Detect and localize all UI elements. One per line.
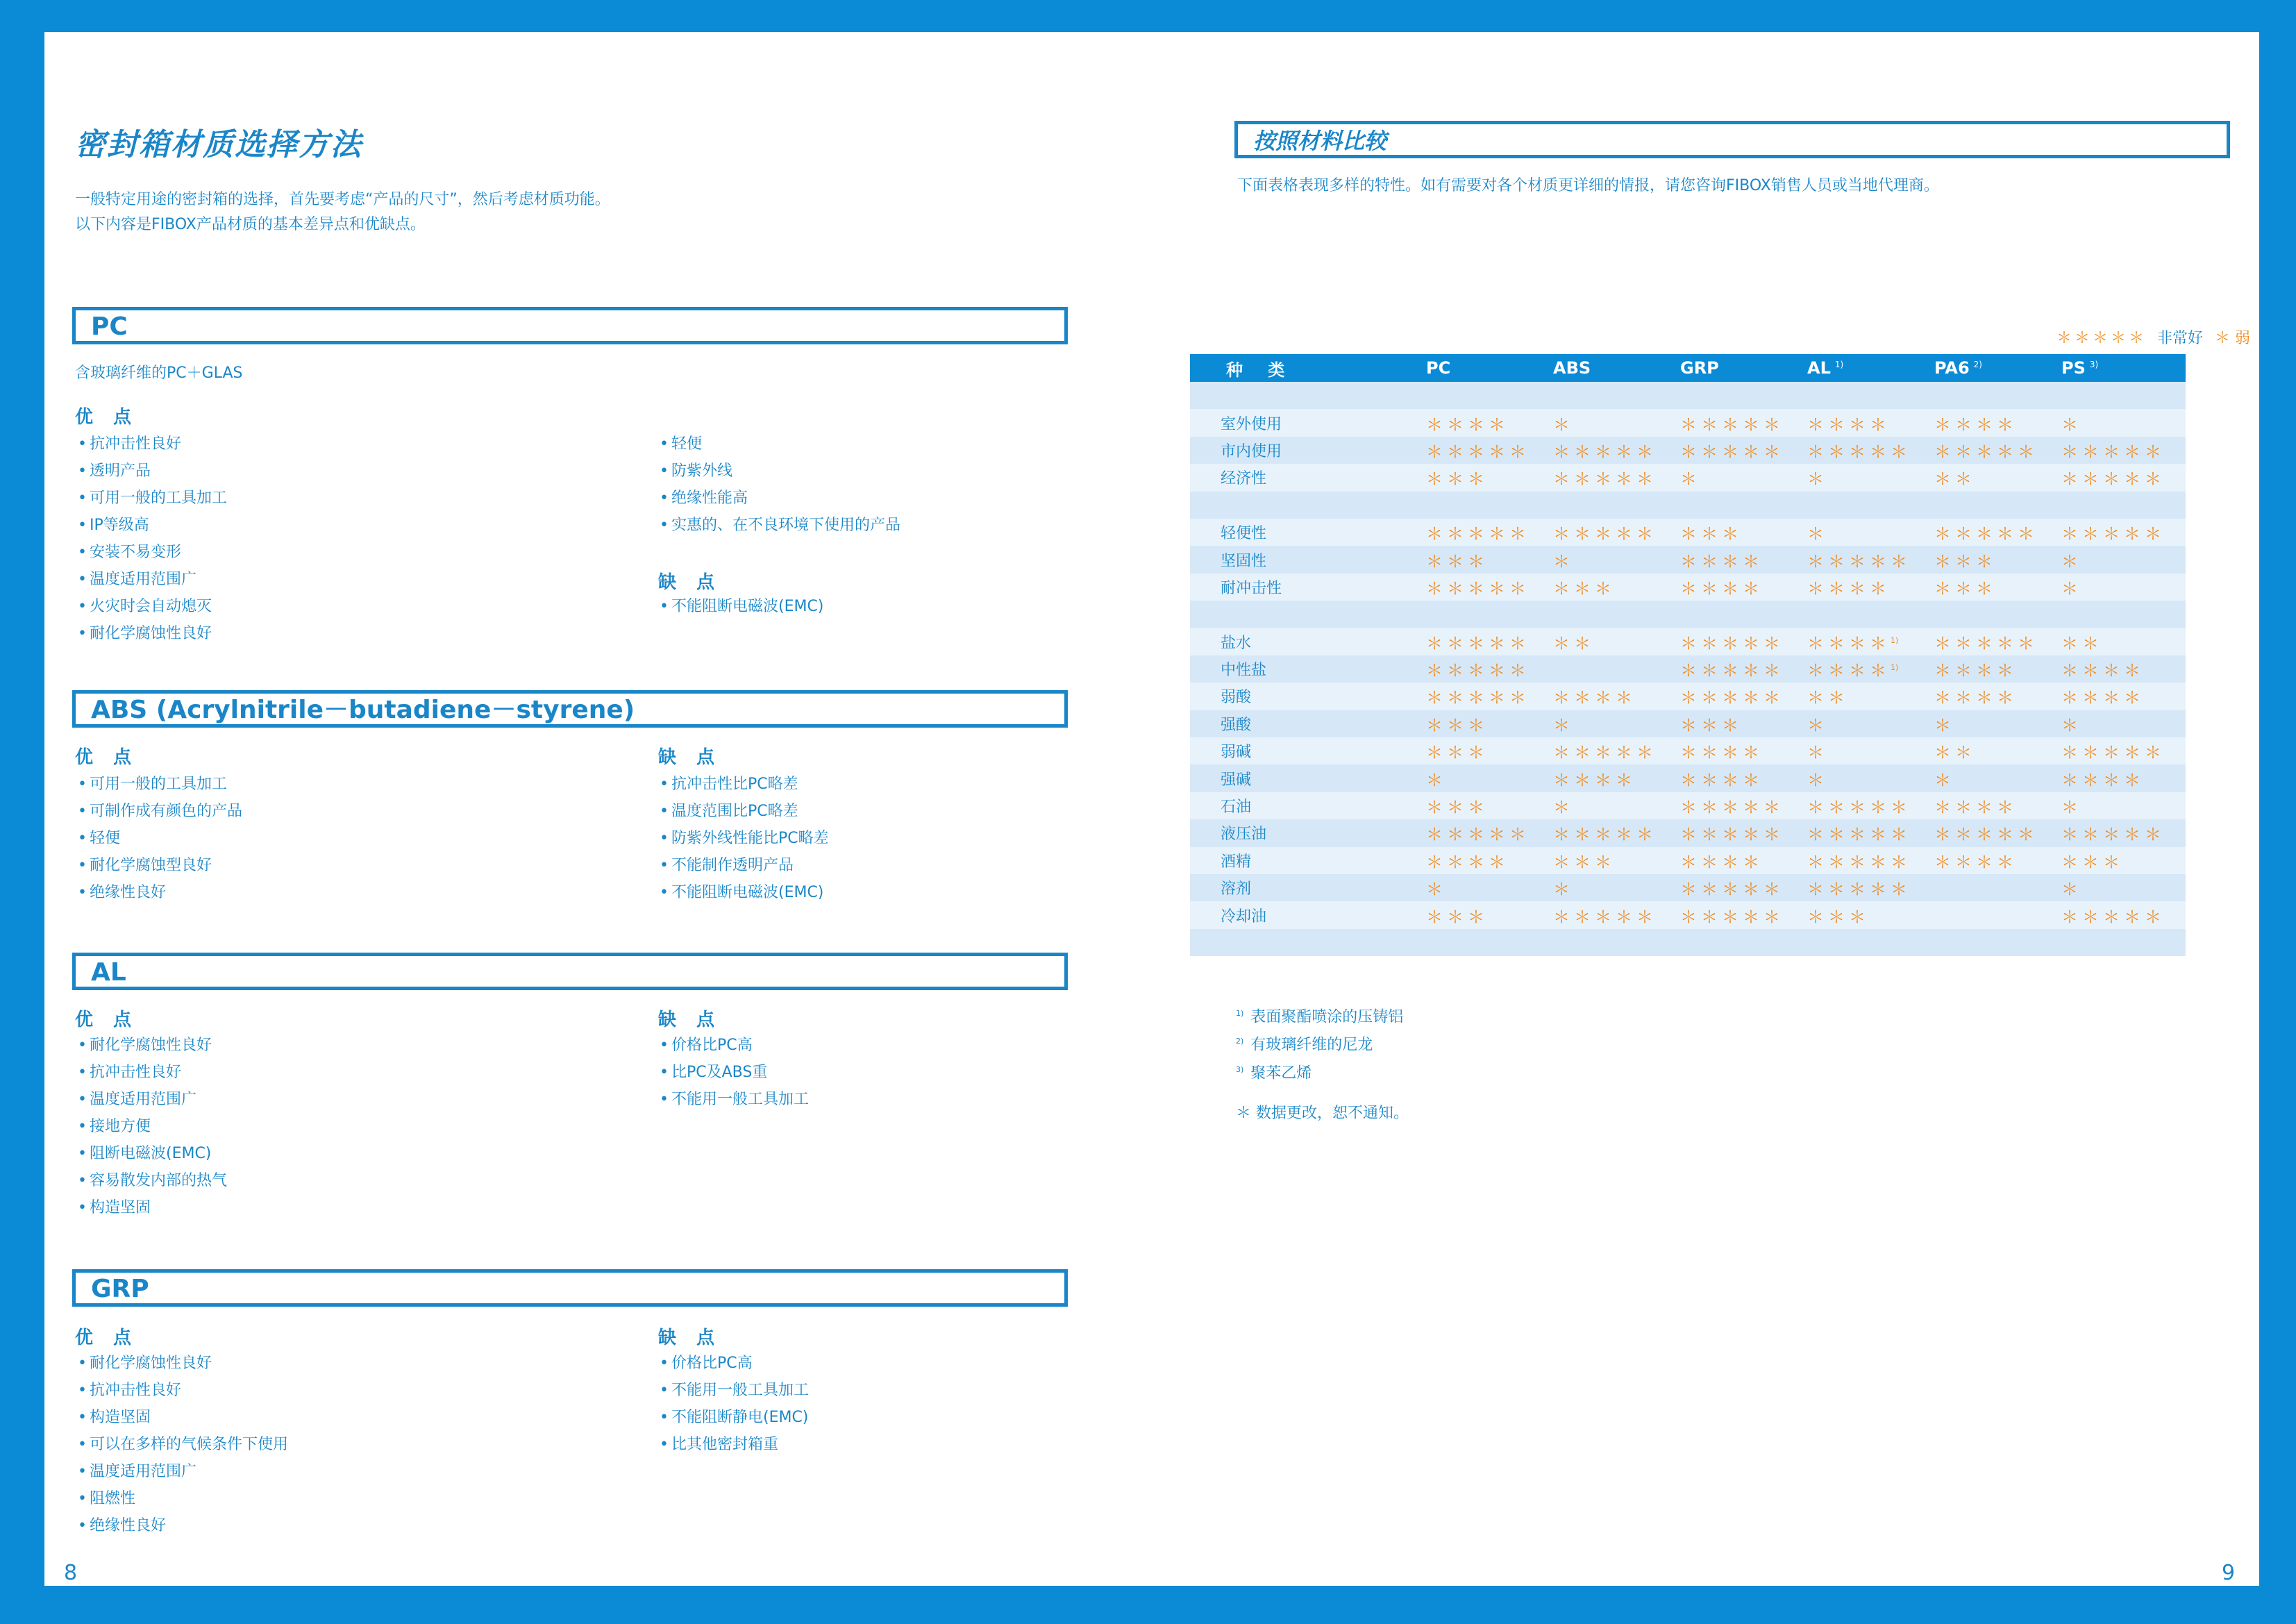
row-label: 酒精 — [1190, 847, 1426, 874]
rating-cell: ＊＊＊＊＊ — [1807, 546, 1934, 573]
rating-cell: ＊＊＊＊＊ — [1553, 519, 1680, 546]
row-label: 弱酸 — [1190, 683, 1426, 710]
rating-cell: ＊＊＊＊＊ — [1680, 901, 1807, 928]
abs-section-title: ABS (Acrylnitrile－butadiene－styrene) — [91, 696, 635, 724]
row-label: 弱碱 — [1190, 737, 1426, 764]
pc-disadvantages-heading: 缺 点 — [658, 572, 722, 593]
list-item: • 轻便 — [78, 825, 242, 852]
table-row — [1190, 874, 2186, 901]
rating-cell — [1934, 874, 2061, 901]
list-item: • 实惠的、在不良环境下使用的产品 — [660, 512, 900, 539]
rating-cell: ＊＊＊＊ — [1553, 683, 1680, 710]
list-item: • 接地方便 — [78, 1113, 227, 1140]
rating-cell: ＊＊＊＊ — [1934, 409, 2061, 436]
list-item: • 不能用一般工具加工 — [660, 1377, 809, 1404]
rating-cell: ＊＊＊＊＊ — [1553, 737, 1680, 764]
rating-cell: ＊＊＊＊＊ — [1934, 628, 2061, 655]
list-item: • 比PC及ABS重 — [660, 1059, 809, 1086]
rating-cell — [1680, 929, 1807, 956]
rating-cell: ＊ — [2061, 574, 2186, 601]
table-row — [1190, 601, 2186, 628]
rating-cell — [2061, 492, 2186, 519]
rating-cell: ＊ — [1553, 710, 1680, 737]
rating-cell: ＊＊＊ — [1426, 901, 1553, 928]
rating-cell — [1807, 492, 1934, 519]
rating-cell: ＊＊＊＊ — [1807, 574, 1934, 601]
rating-cell — [1553, 492, 1680, 519]
rating-cell: ＊ — [1807, 737, 1934, 764]
al-section-title: AL — [91, 958, 126, 987]
legend-five-stars: ＊＊＊＊＊ — [2056, 330, 2147, 347]
list-item: • 绝缘性能高 — [660, 485, 900, 512]
rating-cell: ＊ — [1553, 874, 1680, 901]
rating-cell: ＊ — [1553, 546, 1680, 573]
left-intro-line-2: 以下内容是FIBOX产品材质的基本差异点和优缺点。 — [75, 216, 426, 233]
list-item: • 防紫外线 — [660, 458, 900, 485]
row-label: 中性盐 — [1190, 655, 1426, 683]
abs-advantages-heading: 优 点 — [75, 747, 139, 768]
list-item: • 不能阻断静电(EMC) — [660, 1404, 809, 1431]
rating-cell: ＊＊ — [1553, 628, 1680, 655]
rating-cell — [2061, 382, 2186, 409]
rating-cell: ＊＊＊＊ — [1680, 574, 1807, 601]
rating-cell: ＊＊＊ — [1426, 546, 1553, 573]
rating-cell: ＊＊ — [1934, 464, 2061, 491]
rating-cell — [1426, 382, 1553, 409]
rating-cell: ＊＊ — [1934, 737, 2061, 764]
grp-disadvantages-heading: 缺 点 — [658, 1328, 722, 1348]
rating-cell: ＊ — [1807, 710, 1934, 737]
list-item: • 可以在多样的气候条件下使用 — [78, 1431, 288, 1458]
rating-cell: ＊＊＊ — [1680, 519, 1807, 546]
list-item: • 耐化学腐蚀性良好 — [78, 1032, 227, 1059]
footnote: $^{2)}$ 有玻璃纤维的尼龙 — [1236, 1036, 1373, 1054]
abs-disadvantages-heading: 缺 点 — [658, 747, 722, 768]
row-label: 室外使用 — [1190, 409, 1426, 436]
rating-cell: ＊＊＊＊＊ — [1426, 819, 1553, 846]
rating-cell: ＊ — [1807, 764, 1934, 792]
rating-cell — [1934, 901, 2061, 928]
pc-advantages-heading: 优 点 — [75, 407, 139, 428]
rating-cell: ＊ — [1426, 764, 1553, 792]
grp-advantages-heading: 优 点 — [75, 1328, 139, 1348]
list-item: • 可制作成有颜色的产品 — [78, 798, 242, 825]
al-disadvantages-heading: 缺 点 — [658, 1010, 722, 1030]
pc-section-header — [72, 307, 1068, 344]
rating-cell: ＊＊＊＊ — [1934, 847, 2061, 874]
rating-cell: ＊＊＊＊ — [1426, 847, 1553, 874]
table-header-cell: PS $^{3)}$ — [2061, 354, 2186, 382]
row-label: 盐水 — [1190, 628, 1426, 655]
table-header-cell: GRP — [1680, 354, 1807, 382]
rating-cell: ＊＊＊＊＊ — [1934, 819, 2061, 846]
rating-cell — [1934, 492, 2061, 519]
table-row — [1190, 382, 2186, 409]
list-item: • 不能阻断电磁波(EMC) — [660, 879, 829, 906]
rating-cell: ＊＊＊＊$^{1)}$ — [1807, 655, 1934, 683]
list-item: • 不能阻断电磁波(EMC) — [660, 593, 823, 620]
rating-cell: ＊＊ — [2061, 628, 2186, 655]
rating-cell: ＊ — [1553, 792, 1680, 819]
table-row — [1190, 847, 2186, 874]
rating-cell: ＊＊＊＊ — [1426, 409, 1553, 436]
rating-cell: ＊ — [2061, 710, 2186, 737]
al-advantages-heading: 优 点 — [75, 1010, 139, 1030]
rating-cell: ＊＊ — [1807, 683, 1934, 710]
rating-cell — [1426, 492, 1553, 519]
rating-cell — [1934, 382, 2061, 409]
pc-advantages-list-2 — [660, 430, 900, 539]
grp-section-title: GRP — [91, 1275, 149, 1303]
rating-cell — [1807, 382, 1934, 409]
row-label: 强碱 — [1190, 764, 1426, 792]
footnotes — [1236, 1001, 1403, 1085]
rating-cell: ＊＊＊＊＊ — [1807, 437, 1934, 464]
rating-cell: ＊＊＊＊＊ — [1807, 847, 1934, 874]
rating-cell: ＊＊＊＊＊ — [1426, 437, 1553, 464]
abs-disadvantages-list — [660, 771, 829, 906]
rating-cell: ＊＊＊＊ — [1934, 655, 2061, 683]
table-row — [1190, 574, 2186, 601]
right-intro: 下面表格表现多样的特性。如有需要对各个材质更详细的情报，请您咨询FIBOX销售人员或当地代理商。 — [1237, 177, 1939, 194]
table-row — [1190, 437, 2186, 464]
rating-cell: ＊ — [2061, 874, 2186, 901]
legend-one-star: ＊ — [2215, 330, 2231, 347]
rating-cell: ＊ — [1553, 409, 1680, 436]
list-item: • 容易散发内部的热气 — [78, 1167, 227, 1194]
rating-cell: ＊＊＊＊＊ — [2061, 464, 2186, 491]
rating-cell: ＊＊＊＊ — [1934, 683, 2061, 710]
list-item: • 抗冲击性良好 — [78, 1377, 288, 1404]
rating-cell: ＊＊＊＊＊ — [1680, 437, 1807, 464]
legend-weak: 弱 — [2235, 330, 2251, 347]
rating-cell: ＊＊＊＊＊ — [1553, 464, 1680, 491]
list-item: • 阻断电磁波(EMC) — [78, 1140, 227, 1167]
table-header-cell: 种 类 — [1190, 354, 1426, 382]
rating-cell: ＊＊＊＊＊ — [2061, 819, 2186, 846]
table-row — [1190, 409, 2186, 436]
rating-cell: ＊＊＊＊＊ — [1680, 655, 1807, 683]
rating-cell — [1553, 601, 1680, 628]
rating-cell: ＊＊＊＊＊ — [1934, 437, 2061, 464]
rating-cell: ＊＊＊ — [1934, 546, 2061, 573]
rating-cell: ＊＊＊＊＊ — [1680, 628, 1807, 655]
abs-advantages-list — [78, 771, 242, 906]
rating-cell — [1934, 601, 2061, 628]
rating-cell: ＊＊＊＊＊ — [1680, 409, 1807, 436]
table-row — [1190, 546, 2186, 573]
table-row — [1190, 492, 2186, 519]
row-label: 轻便性 — [1190, 519, 1426, 546]
list-item: • 耐化学腐蚀性良好 — [78, 1350, 288, 1377]
rating-cell — [1553, 382, 1680, 409]
row-label: 液压油 — [1190, 819, 1426, 846]
rating-cell — [1426, 601, 1553, 628]
left-page-number: 8 — [64, 1561, 78, 1585]
rating-cell — [1680, 382, 1807, 409]
rating-cell: ＊＊＊ — [1426, 737, 1553, 764]
rating-cell: ＊＊＊＊＊ — [1680, 792, 1807, 819]
list-item: • 耐化学腐蚀型良好 — [78, 852, 242, 879]
rating-cell: ＊＊＊＊ — [1680, 546, 1807, 573]
rating-cell: ＊＊＊＊ — [1807, 409, 1934, 436]
list-item: • 绝缘性良好 — [78, 879, 242, 906]
list-item: • 构造坚固 — [78, 1194, 227, 1221]
row-label: 溶剂 — [1190, 874, 1426, 901]
table-row — [1190, 710, 2186, 737]
list-item: • 绝缘性良好 — [78, 1512, 288, 1539]
material-compare-header — [1234, 121, 2230, 158]
row-label — [1190, 601, 1426, 628]
table-row — [1190, 792, 2186, 819]
table-row — [1190, 764, 2186, 792]
rating-cell: ＊＊＊＊ — [2061, 655, 2186, 683]
table-body — [1190, 382, 2186, 956]
row-label: 经济性 — [1190, 464, 1426, 491]
list-item: • 价格比PC高 — [660, 1032, 809, 1059]
list-item: • 可用一般的工具加工 — [78, 485, 227, 512]
rating-cell: ＊＊＊＊＊ — [1426, 519, 1553, 546]
list-item: • 安装不易变形 — [78, 539, 227, 566]
list-item: • 阻燃性 — [78, 1485, 288, 1512]
disclaimer: ＊ 数据更改，恕不通知。 — [1236, 1105, 1409, 1122]
left-intro-line-1: 一般特定用途的密封箱的选择，首先要考虑“产品的尺寸”，然后考虑材质功能。 — [75, 191, 610, 208]
table-row — [1190, 929, 2186, 956]
table-header-cell: PA6 $^{2)}$ — [1934, 354, 2061, 382]
rating-cell: ＊＊＊ — [1934, 574, 2061, 601]
rating-cell: ＊＊＊＊＊ — [1426, 574, 1553, 601]
al-section-header — [72, 953, 1068, 990]
rating-cell: ＊ — [1426, 874, 1553, 901]
rating-cell: ＊＊＊ — [1807, 901, 1934, 928]
rating-cell: ＊＊＊＊＊ — [1807, 874, 1934, 901]
rating-cell: ＊＊＊ — [1426, 464, 1553, 491]
pc-advantages-list-1 — [78, 430, 227, 647]
list-item: • 轻便 — [660, 430, 900, 458]
rating-cell: ＊ — [1934, 710, 2061, 737]
material-comparison-table — [1190, 354, 2186, 956]
rating-cell — [1934, 929, 2061, 956]
grp-advantages-list — [78, 1350, 288, 1539]
list-item: • 价格比PC高 — [660, 1350, 809, 1377]
al-advantages-list — [78, 1032, 227, 1221]
rating-cell — [1807, 929, 1934, 956]
rating-cell: ＊＊＊ — [1553, 847, 1680, 874]
rating-cell — [1680, 492, 1807, 519]
pc-section-title: PC — [91, 312, 128, 341]
left-page-title: 密封箱材质选择方法 — [75, 127, 362, 162]
rating-cell: ＊＊＊＊＊ — [1426, 683, 1553, 710]
list-item: • 火灾时会自动熄灭 — [78, 593, 227, 620]
table-row — [1190, 737, 2186, 764]
table-header-cell: ABS — [1553, 354, 1680, 382]
list-item: • 温度适用范围广 — [78, 566, 227, 593]
list-item: • 可用一般的工具加工 — [78, 771, 242, 798]
row-label: 冷却油 — [1190, 901, 1426, 928]
rating-cell: ＊＊＊＊ — [1680, 847, 1807, 874]
rating-cell — [1426, 929, 1553, 956]
rating-cell: ＊ — [1807, 464, 1934, 491]
rating-cell: ＊ — [2061, 546, 2186, 573]
rating-cell: ＊＊＊＊＊ — [2061, 901, 2186, 928]
table-header-cell: AL $^{1)}$ — [1807, 354, 1934, 382]
list-item: • 温度适用范围广 — [78, 1458, 288, 1485]
rating-cell — [1807, 601, 1934, 628]
list-item: • IP等级高 — [78, 512, 227, 539]
list-item: • 不能用一般工具加工 — [660, 1086, 809, 1113]
row-label: 市内使用 — [1190, 437, 1426, 464]
legend-very-good: 非常好 — [2157, 330, 2204, 347]
row-label: 耐冲击性 — [1190, 574, 1426, 601]
rating-cell: ＊＊＊＊ — [1680, 764, 1807, 792]
rating-cell: ＊＊＊＊＊ — [1807, 819, 1934, 846]
rating-cell: ＊＊＊ — [1426, 792, 1553, 819]
rating-cell: ＊＊＊＊＊ — [2061, 437, 2186, 464]
list-item: • 构造坚固 — [78, 1404, 288, 1431]
rating-cell: ＊＊＊＊＊ — [2061, 519, 2186, 546]
right-page-number: 9 — [2222, 1561, 2236, 1585]
row-label: 石油 — [1190, 792, 1426, 819]
rating-cell: ＊ — [1680, 464, 1807, 491]
rating-cell — [1553, 929, 1680, 956]
pc-subtitle: 含玻璃纤维的PC＋GLAS — [75, 365, 243, 382]
list-item: • 抗冲击性良好 — [78, 430, 227, 458]
list-item: • 抗冲击性良好 — [78, 1059, 227, 1086]
rating-cell: ＊＊＊ — [2061, 847, 2186, 874]
rating-cell: ＊ — [1807, 519, 1934, 546]
rating-cell — [1553, 655, 1680, 683]
rating-cell: ＊＊＊＊＊ — [1680, 874, 1807, 901]
table-header-cell: PC — [1426, 354, 1553, 382]
rating-cell: ＊＊＊＊ — [1553, 764, 1680, 792]
table-row — [1190, 901, 2186, 928]
row-label — [1190, 492, 1426, 519]
rating-cell: ＊＊＊＊＊ — [1807, 792, 1934, 819]
rating-cell: ＊＊＊＊＊ — [1553, 901, 1680, 928]
rating-cell: ＊＊＊＊＊ — [1426, 655, 1553, 683]
table-header-row — [1190, 354, 2186, 382]
rating-cell: ＊＊＊ — [1426, 710, 1553, 737]
rating-cell: ＊＊＊＊＊ — [1426, 628, 1553, 655]
rating-cell — [2061, 929, 2186, 956]
rating-cell: ＊＊＊ — [1680, 710, 1807, 737]
rating-cell: ＊＊＊＊ — [2061, 683, 2186, 710]
rating-cell: ＊＊＊ — [1553, 574, 1680, 601]
rating-cell — [1680, 601, 1807, 628]
list-item: • 比其他密封箱重 — [660, 1431, 809, 1458]
table-row — [1190, 519, 2186, 546]
rating-cell: ＊ — [2061, 792, 2186, 819]
rating-cell: ＊＊＊＊＊ — [1680, 683, 1807, 710]
table-row — [1190, 464, 2186, 491]
list-item: • 不能制作透明产品 — [660, 852, 829, 879]
table-row — [1190, 819, 2186, 846]
al-disadvantages-list — [660, 1032, 809, 1113]
table-row — [1190, 683, 2186, 710]
footnote: $^{3)}$ 聚苯乙烯 — [1236, 1064, 1312, 1082]
abs-section-header — [72, 690, 1068, 728]
rating-cell: ＊＊＊＊＊ — [1934, 519, 2061, 546]
rating-cell: ＊＊＊＊$^{1)}$ — [1807, 628, 1934, 655]
list-item: • 抗冲击性比PC略差 — [660, 771, 829, 798]
list-item: • 温度适用范围广 — [78, 1086, 227, 1113]
row-label — [1190, 929, 1426, 956]
list-item: • 耐化学腐蚀性良好 — [78, 620, 227, 647]
material-compare-title: 按照材料比较 — [1253, 128, 1387, 154]
rating-cell: ＊ — [2061, 409, 2186, 436]
grp-section-header — [72, 1269, 1068, 1307]
list-item: • 温度范围比PC略差 — [660, 798, 829, 825]
row-label: 坚固性 — [1190, 546, 1426, 573]
list-item: • 透明产品 — [78, 458, 227, 485]
list-item: • 防紫外线性能比PC略差 — [660, 825, 829, 852]
rating-cell: ＊＊＊＊＊ — [1553, 437, 1680, 464]
table-row — [1190, 655, 2186, 683]
footnote: $^{1)}$ 表面聚酯喷涂的压铸铝 — [1236, 1008, 1404, 1026]
pc-disadvantages-list — [660, 593, 823, 620]
rating-cell: ＊＊＊＊＊ — [2061, 737, 2186, 764]
rating-cell — [2061, 601, 2186, 628]
table-row — [1190, 628, 2186, 655]
rating-cell: ＊＊＊＊ — [2061, 764, 2186, 792]
rating-cell: ＊＊＊＊＊ — [1680, 819, 1807, 846]
rating-cell: ＊ — [1934, 764, 2061, 792]
grp-disadvantages-list — [660, 1350, 809, 1458]
rating-cell: ＊＊＊＊ — [1680, 737, 1807, 764]
rating-cell: ＊＊＊＊＊ — [1553, 819, 1680, 846]
rating-cell: ＊＊＊＊ — [1934, 792, 2061, 819]
row-label — [1190, 382, 1426, 409]
row-label: 强酸 — [1190, 710, 1426, 737]
rating-legend — [2056, 326, 2250, 348]
